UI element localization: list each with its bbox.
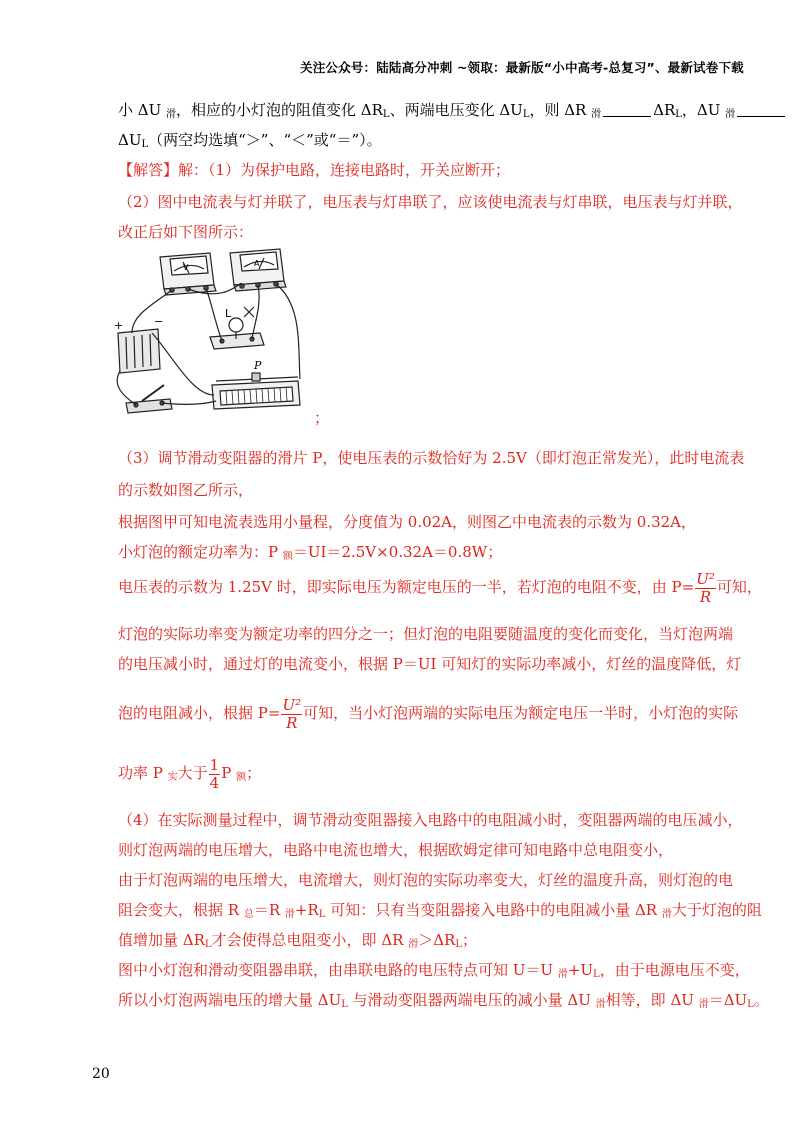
answer-line-18: 图中小灯泡和滑动变阻器串联，由串联电路的电压特点可知 U＝U $_滑+U_L$，由于电源电压不变， xyxy=(118,961,750,980)
voltmeter xyxy=(160,253,216,295)
answer-blank-2[interactable] xyxy=(737,103,785,117)
answer-line-13: （4）在实际测量过程中，调节滑动变阻器接入电路中的电阻减小时，变阻器两端的电压减小， xyxy=(118,811,743,829)
answer-line-12: 功率 P $_实$大于 $\frac{1}{4}$ P $_额$； xyxy=(118,755,262,792)
circuit-diagram xyxy=(112,245,332,420)
answer-line-10: 的电压减小时，通过灯的电流变小，根据 P＝UI 可知灯的实际功率减小，灯丝的温度降低，灯 xyxy=(118,655,742,673)
question-line-2: $\Delta U_L$（两空均选填“＞”、“＜”或“＝”）。 xyxy=(118,131,382,150)
power-formula-fraction-2: $\frac{\text{U²}}{R}$ xyxy=(282,695,302,732)
answer-line-1: 【解答】解：（1）为保护电路，连接电路时，开关应断开； xyxy=(118,161,511,179)
answer-line-6: 根据图甲可知电流表选用小量程，分度值为 0.02A，则图乙中电流表的示数为 0.32A， xyxy=(118,513,697,531)
switch xyxy=(126,385,172,413)
answer-blank-1[interactable] xyxy=(603,103,651,117)
lamp-label: L xyxy=(225,307,232,320)
answer-line-3: 改正后如下图所示： xyxy=(118,223,254,241)
battery-minus-label: − xyxy=(154,315,164,328)
page-header: 关注公众号：陆陆高分冲刺 ~领取：最新版“小中高考-总复习”、最新试卷下载 xyxy=(300,60,744,75)
voltmeter-label: V xyxy=(183,263,189,272)
answer-line-7: 小灯泡的额定功率为：P $_额$＝UI＝2.5V×0.32A＝0.8W； xyxy=(118,543,503,562)
answer-line-4: （3）调节滑动变阻器的滑片 P，使电压表的示数恰好为 2.5V（即灯泡正常发光），此时电流表 xyxy=(118,449,745,467)
answer-tag: 【解答】 xyxy=(118,161,179,179)
ammeter-label: A xyxy=(254,259,260,268)
answer-line-16: 阻会变大，根据 R $_总$＝R $_滑+R_L$ 可知：只有当变阻器接入电路中的电阻减小量 ΔR $_滑$大于灯泡的阻 xyxy=(118,901,762,920)
answer-line-11: 泡的电阻减小，根据 P= $\frac{\text{U²}}{R}$ 可知，当小灯泡两端的实际电压为额定电压一半时，小灯泡的实际 xyxy=(118,695,739,732)
figure-end-mark: ； xyxy=(314,409,330,427)
answer-line-8: 电压表的示数为 1.25V 时，即实际电压为额定电压的一半，若灯泡的电阻不变，由 P= $\frac{\text{U²}}{R}$ 可知， xyxy=(118,569,762,606)
answer-line-14: 则灯泡两端的电压增大，电路中电流也增大，根据欧姆定律可知电路中总电阻变小， xyxy=(118,841,674,859)
question-line-1: 小 ΔU $_滑$，相应的小灯泡的阻值变化 $\Delta R_L$、两端电压变化 $\Delta U_L$，则 ΔR $_滑$ $\Delta R_L$，ΔU $_滑$ xyxy=(118,100,787,125)
rheostat xyxy=(212,373,300,409)
answer-line-9: 灯泡的实际功率变为额定功率的四分之一；但灯泡的电阻要随温度的变化而变化，当灯泡两端 xyxy=(118,625,734,643)
quarter-fraction: $\frac{1}{4}$ xyxy=(209,755,220,792)
page-number: 20 xyxy=(92,1066,110,1082)
answer-line-15: 由于灯泡两端的电压增大，电流增大，则灯泡的实际功率变大，灯丝的温度升高，则灯泡的电 xyxy=(118,871,734,889)
answer-line-5: 的示数如图乙所示， xyxy=(118,481,254,499)
battery-plus-label: + xyxy=(114,319,124,332)
answer-line-19: 所以小灯泡两端电压的增大量 $\Delta U_L$ 与滑动变阻器两端电压的减小量 ΔU $_滑$相等，即 ΔU $_滑=\Delta U_L$。 xyxy=(118,991,769,1010)
answer-line-17: 值增加量 $\Delta R_L$才会使得总电阻变小，即 ΔR $_滑>\Delta R_L$； xyxy=(118,931,478,950)
answer-line-2: （2）图中电流表与灯并联了，电压表与灯串联了，应该使电流表与灯串联，电压表与灯并联， xyxy=(118,193,743,211)
slider-label: P xyxy=(254,359,262,372)
power-formula-fraction: $\frac{\text{U²}}{R}$ xyxy=(696,569,715,606)
